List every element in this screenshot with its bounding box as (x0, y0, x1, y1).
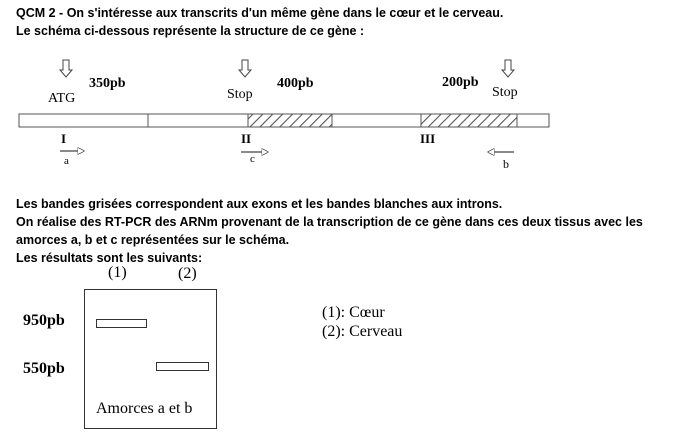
question-subtitle: Le schéma ci-dessous représente la structure de ce gène : (16, 24, 365, 38)
gel-box (84, 289, 217, 429)
atg-arrow-icon (60, 60, 72, 77)
primer-b-label: b (503, 157, 509, 171)
primer-c-label: c (250, 153, 255, 165)
exon-hatched-2 (421, 114, 517, 127)
gel-caption: Amorces a et b (96, 400, 193, 417)
lane-2-label: (2) (178, 265, 197, 282)
stop2-arrow-icon (502, 60, 514, 77)
exon-hatched-1 (248, 114, 332, 127)
band-lane1-950 (96, 319, 147, 328)
atg-label: ATG (48, 91, 76, 106)
gene-diagram (0, 0, 681, 200)
length-350: 350pb (89, 76, 126, 91)
explanation-line-1: Les bandes grisées correspondent aux exons et les bandes blanches aux introns. (16, 197, 503, 211)
explanation-line-3: amorces a, b et c représentées sur le schéma. (16, 233, 290, 247)
legend-heart: (1): Cœur (322, 304, 385, 321)
segment-I: I (61, 131, 67, 146)
legend-brain: (2): Cerveau (322, 323, 403, 340)
length-400: 400pb (277, 76, 314, 91)
length-200: 200pb (442, 75, 479, 90)
segment-II: II (241, 131, 252, 146)
explanation-line-4: Les résultats sont les suivants: (16, 251, 203, 265)
lane-1-label: (1) (108, 264, 127, 281)
stop2-label: Stop (492, 85, 518, 100)
primer-a-label: a (64, 155, 69, 167)
size-950-label: 950pb (23, 312, 65, 329)
gene-bar (19, 114, 549, 127)
stop1-arrow-icon (239, 60, 251, 77)
segment-III: III (420, 131, 436, 146)
question-title: QCM 2 - On s'intéresse aux transcrits d'un même gène dans le cœur et le cerveau. (16, 6, 504, 20)
band-lane2-550 (156, 362, 209, 371)
explanation-line-2: On réalise des RT-PCR des ARNm provenant de la transcription de ce gène dans ces deux tissus avec les (16, 215, 643, 229)
stop1-label: Stop (227, 87, 253, 102)
size-550-label: 550pb (23, 360, 65, 377)
